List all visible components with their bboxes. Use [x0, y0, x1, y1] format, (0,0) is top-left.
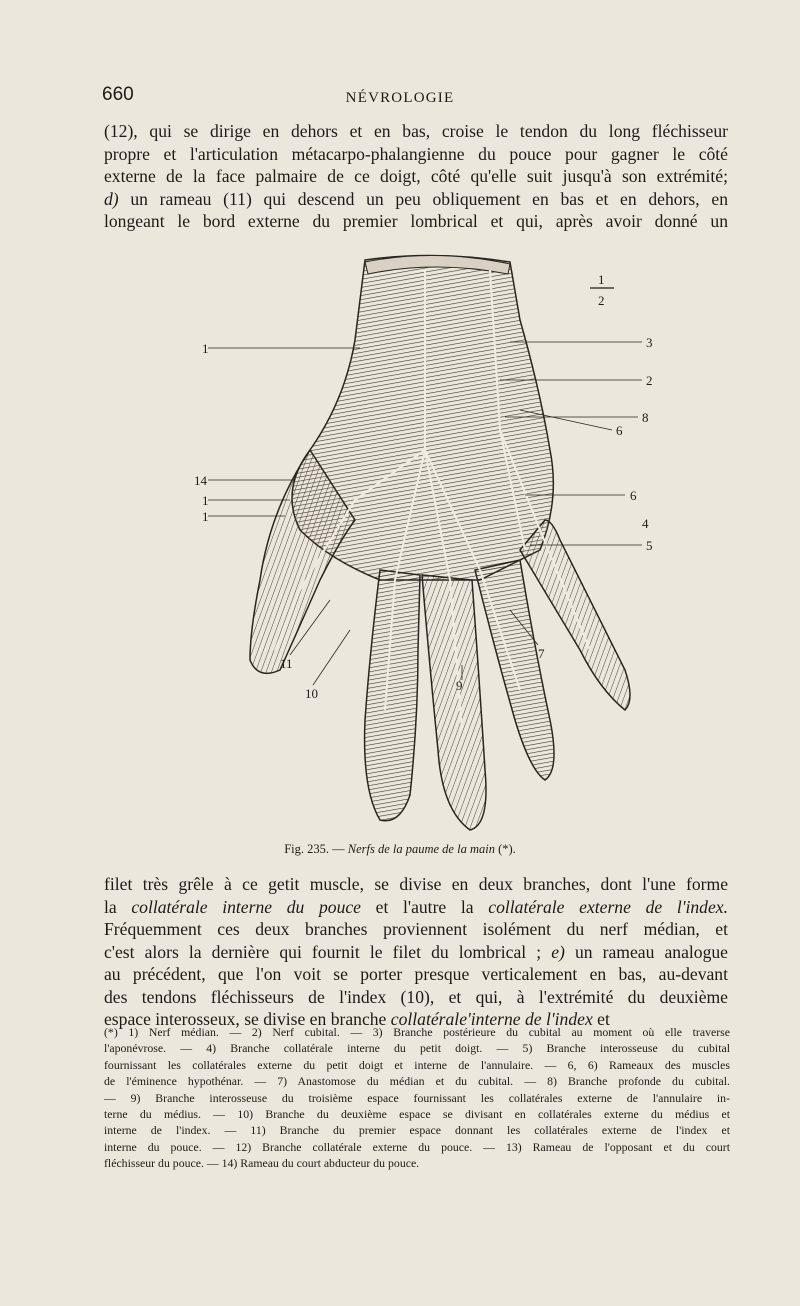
figure-caption	[0, 842, 800, 857]
footnote-line: (*) 1) Nerf médian. — 2) Nerf cubital. — 3) Branche postérieure du cubital au moment où elle traverse	[104, 1025, 730, 1039]
footnote-line: fournissant les collatérales externe du petit doigt et interne de l'annulaire. — 6, 6) Rameaux des muscles	[104, 1057, 730, 1072]
text-line	[104, 188, 728, 211]
text-line: externe de la face palmaire de ce doigt, côté qu'elle suit jusqu'à son extrémité;	[104, 166, 728, 186]
footnote-line: interne de l'index. — 11) Branche du premier espace donnant les collatérales externe de l'index et	[104, 1123, 730, 1138]
footnote-line: terne du médius. — 10) Branche du deuxième espace se divisant en collatérales externe du médius et	[104, 1107, 730, 1122]
label-1b: 1	[202, 493, 209, 508]
text-line: Fréquemment ces deux branches proviennent isolément du nerf médian, et	[104, 919, 728, 939]
label-14: 14	[194, 473, 207, 488]
term-collaterale-interne-pouce: collatérale interne du pouce	[131, 896, 361, 917]
label-11: 11	[280, 656, 293, 671]
bottom-paragraph	[104, 873, 728, 1031]
text-span: et l'autre la	[361, 896, 489, 917]
text-line: filet très grêle à ce getit muscle, se divise en deux branches, dont l'une forme	[104, 874, 728, 894]
caption-suffix: (*).	[498, 842, 516, 856]
text-span: un rameau analogue	[564, 941, 728, 962]
label-1: 1	[202, 341, 209, 356]
label-7: 7	[538, 646, 545, 661]
term-collaterale-externe-index: collatérale externe de l'index.	[488, 896, 728, 917]
running-head: NÉVROLOGIE	[345, 90, 455, 106]
footnote-line: de l'éminence hypothénar. — 7) Anastomose du médian et du cubital. — 8) Branche profonde du cubital.	[104, 1074, 730, 1089]
plate-numerator: 1	[598, 272, 605, 287]
label-3: 3	[646, 335, 653, 350]
text-span: c'est alors la dernière qui fournit le filet du lombrical ;	[104, 941, 552, 962]
text-line	[104, 941, 728, 964]
footnote-line: interne du pouce. — 12) Branche collatérale externe du pouce. — 13) Rameau de l'opposant et du court	[104, 1139, 730, 1154]
label-6a: 6	[616, 423, 623, 438]
page-number: 660	[102, 84, 134, 105]
enumerator: d)	[104, 188, 119, 209]
text-span: un rameau (11) qui descend un peu obliquement en bas et en dehors, en	[130, 188, 728, 209]
hand-palm-engraving	[180, 250, 680, 835]
caption-prefix: Fig. 235. —	[284, 842, 345, 856]
label-9: 9	[456, 678, 463, 693]
label-2: 2	[646, 373, 653, 388]
text-line: longeant le bord externe du premier lombrical et qui, après avoir donné un	[104, 211, 728, 231]
term-collaterale-interne-index: collatérale'interne de l'index	[390, 1009, 593, 1029]
label-6b: 6	[630, 488, 637, 503]
text-line	[104, 896, 728, 919]
top-paragraph	[104, 120, 728, 233]
label-1c: 1	[202, 509, 209, 524]
text-line: au précédent, que l'on voit se porter presque verticalement en bas, au-devant	[104, 964, 728, 984]
figure-footnote	[104, 1024, 730, 1172]
footnote-line: fléchisseur du pouce. — 14) Rameau du court abducteur du pouce.	[104, 1156, 420, 1171]
label-4: 4	[642, 516, 649, 531]
label-5: 5	[646, 538, 653, 553]
text-span: espace interosseux, se divise en branche	[104, 1009, 391, 1029]
text-span: la	[104, 896, 132, 917]
footnote-line: — 9) Branche interosseuse du troisième espace fournissant les collatérales externe de l'annulaire in-	[104, 1090, 730, 1105]
middle-finger-shape	[422, 575, 486, 830]
hand-illustration	[180, 250, 680, 835]
enumerator: e)	[551, 941, 565, 962]
text-line: (12), qui se dirige en dehors et en bas, croise le tendon du long fléchisseur	[104, 121, 728, 141]
text-span: et	[592, 1009, 610, 1029]
text-line: propre et l'articulation métacarpo-phalangienne du pouce pour gagner le côté	[104, 143, 728, 164]
plate-denominator: 2	[598, 293, 605, 308]
text-line: des tendons fléchisseurs de l'index (10), et qui, à l'extrémité du deuxième	[104, 986, 728, 1007]
caption-title: Nerfs de la paume de la main	[347, 842, 495, 856]
label-8: 8	[642, 410, 649, 425]
label-10: 10	[305, 686, 318, 701]
footnote-line: l'aponévrose. — 4) Branche collatérale interne du petit doigt. — 5) Branche interosseuse du cubital	[104, 1041, 730, 1056]
